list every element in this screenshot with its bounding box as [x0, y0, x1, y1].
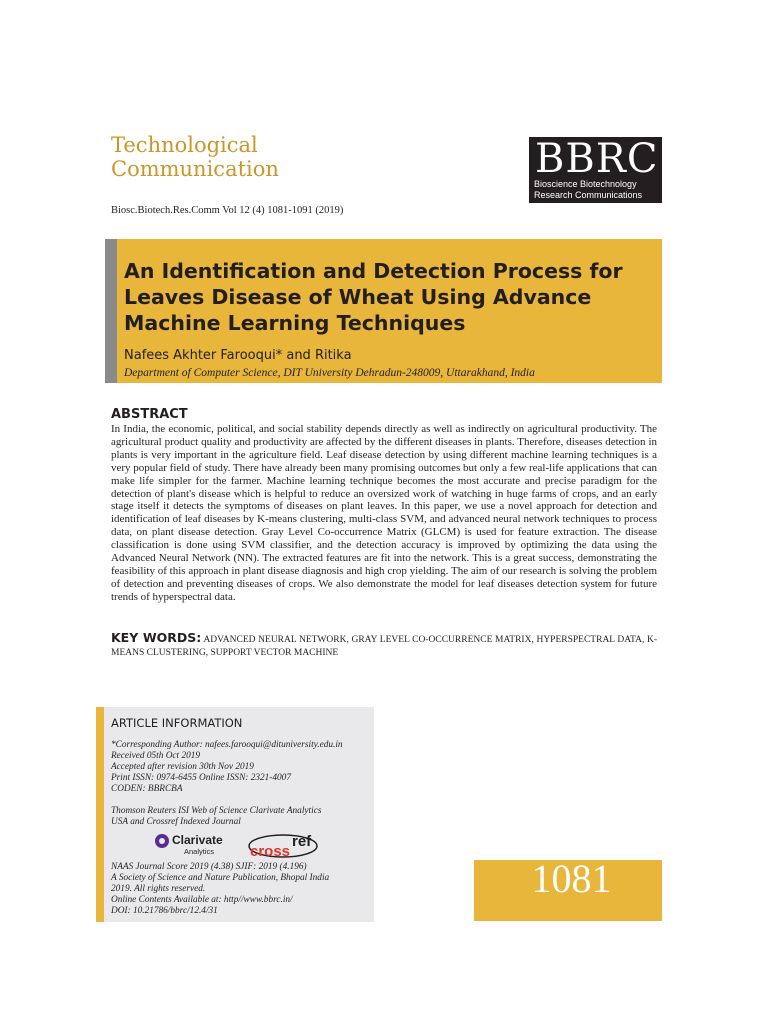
abstract-heading: ABSTRACT: [111, 407, 188, 422]
article-info-heading: ARTICLE INFORMATION: [111, 716, 243, 730]
article-info-publication: NAAS Journal Score 2019 (4.38) SJIF: 2019 (4.196) A Society of Science and Nature Publication, Bhopal India 2019. All rights reserved. Online Contents Available at: http//www.bbrc.in/ DOI: 10.21786/bbrc/12.4/31: [111, 862, 330, 916]
logo-wordmark: BBRC: [535, 136, 659, 182]
clarivate-logo: [155, 833, 225, 857]
logo-subtitle: Bioscience Biotechnology Research Communications: [534, 179, 643, 200]
clarivate-sub: Analytics: [184, 847, 215, 856]
clarivate-name: Clarivate: [172, 833, 223, 847]
page-number: 1081: [531, 856, 612, 901]
svg-text:cross: cross: [250, 843, 291, 860]
keywords-text: ADVANCED NEURAL NETWORK, GRAY LEVEL CO-OCCURRENCE MATRIX, HYPERSPECTRAL DATA, K-MEANS CLUSTERING, SUPPORT VECTOR MACHINE: [111, 635, 658, 658]
keywords: [111, 631, 657, 660]
clarivate-icon: [155, 834, 169, 848]
bbrc-logo: [529, 137, 662, 203]
article-info-dates: *Corresponding Author: nafees.farooqui@dituniversity.edu.in Received 05th Oct 2019 Accepted after revision 30th Nov 2019 Print ISSN: 0974-6455 Online ISSN: 2321-4007 CODEN: BBRCBA: [111, 740, 343, 794]
article-info-indexing: Thomson Reuters ISI Web of Science Clarivate Analytics USA and Crossref Indexed Journal: [111, 806, 322, 827]
article-title: An Identification and Detection Process for Leaves Disease of Wheat Using Advance Machine Learning Techniques: [124, 259, 623, 335]
abstract-body: In India, the economic, political, and social stability depends directly as well as indirectly on agricultural productivity. The agricultural product quality and productivity are affected by the different diseases in plants. Therefore, diseases detection in plants is very important in the agriculture field. Leaf disease detection by using different machine learning techniques is a very popular field of study. There have already been many promising outcomes but only a few real-life applications that can make life simpler for the farmer. Machine learning technique becomes the most accurate and precise paradigm for the detection of plant's disease which is helpful to reduce an oversized work of watching in huge farms of crops, and an early stage itself it detects the symptoms of diseases on plant leaves. In this paper, we use a novel approach for detection and identification of leaf diseases by K-means clustering, multi-class SVM, and advanced neural network techniques to process data, on plant disease detection. Gray Level Co-occurrence Matrix (GLCM) is used for feature extraction. The disease classification is done using SVM classifier, and the detection accuracy is improved by optimizing the data using the Advanced Neural Network (NN). The extracted features are fit into the network. This is a great success, demonstrating the feasibility of this approach in plant disease diagnosis and high crop yielding. The aim of our research is solving the problem of detection and preventing diseases of crops. We also demonstrate the model for leaf diseases detection system for future trends of hyperspectral data.: [111, 423, 657, 603]
author-affiliation: Department of Computer Science, DIT University Dehradun-248009, Uttarakhand, India: [124, 367, 535, 379]
section-label: Technological Communication: [111, 133, 279, 181]
svg-text:ref: ref: [292, 833, 312, 850]
info-box-accent-bar: [96, 707, 104, 922]
title-band-accent-bar: [105, 239, 117, 383]
article-authors: Nafees Akhter Farooqui* and Ritika: [124, 348, 352, 363]
crossref-logo: [247, 833, 319, 860]
journal-citation: Biosc.Biotech.Res.Comm Vol 12 (4) 1081-1091 (2019): [111, 205, 344, 216]
keywords-heading: KEY WORDS:: [111, 630, 202, 645]
